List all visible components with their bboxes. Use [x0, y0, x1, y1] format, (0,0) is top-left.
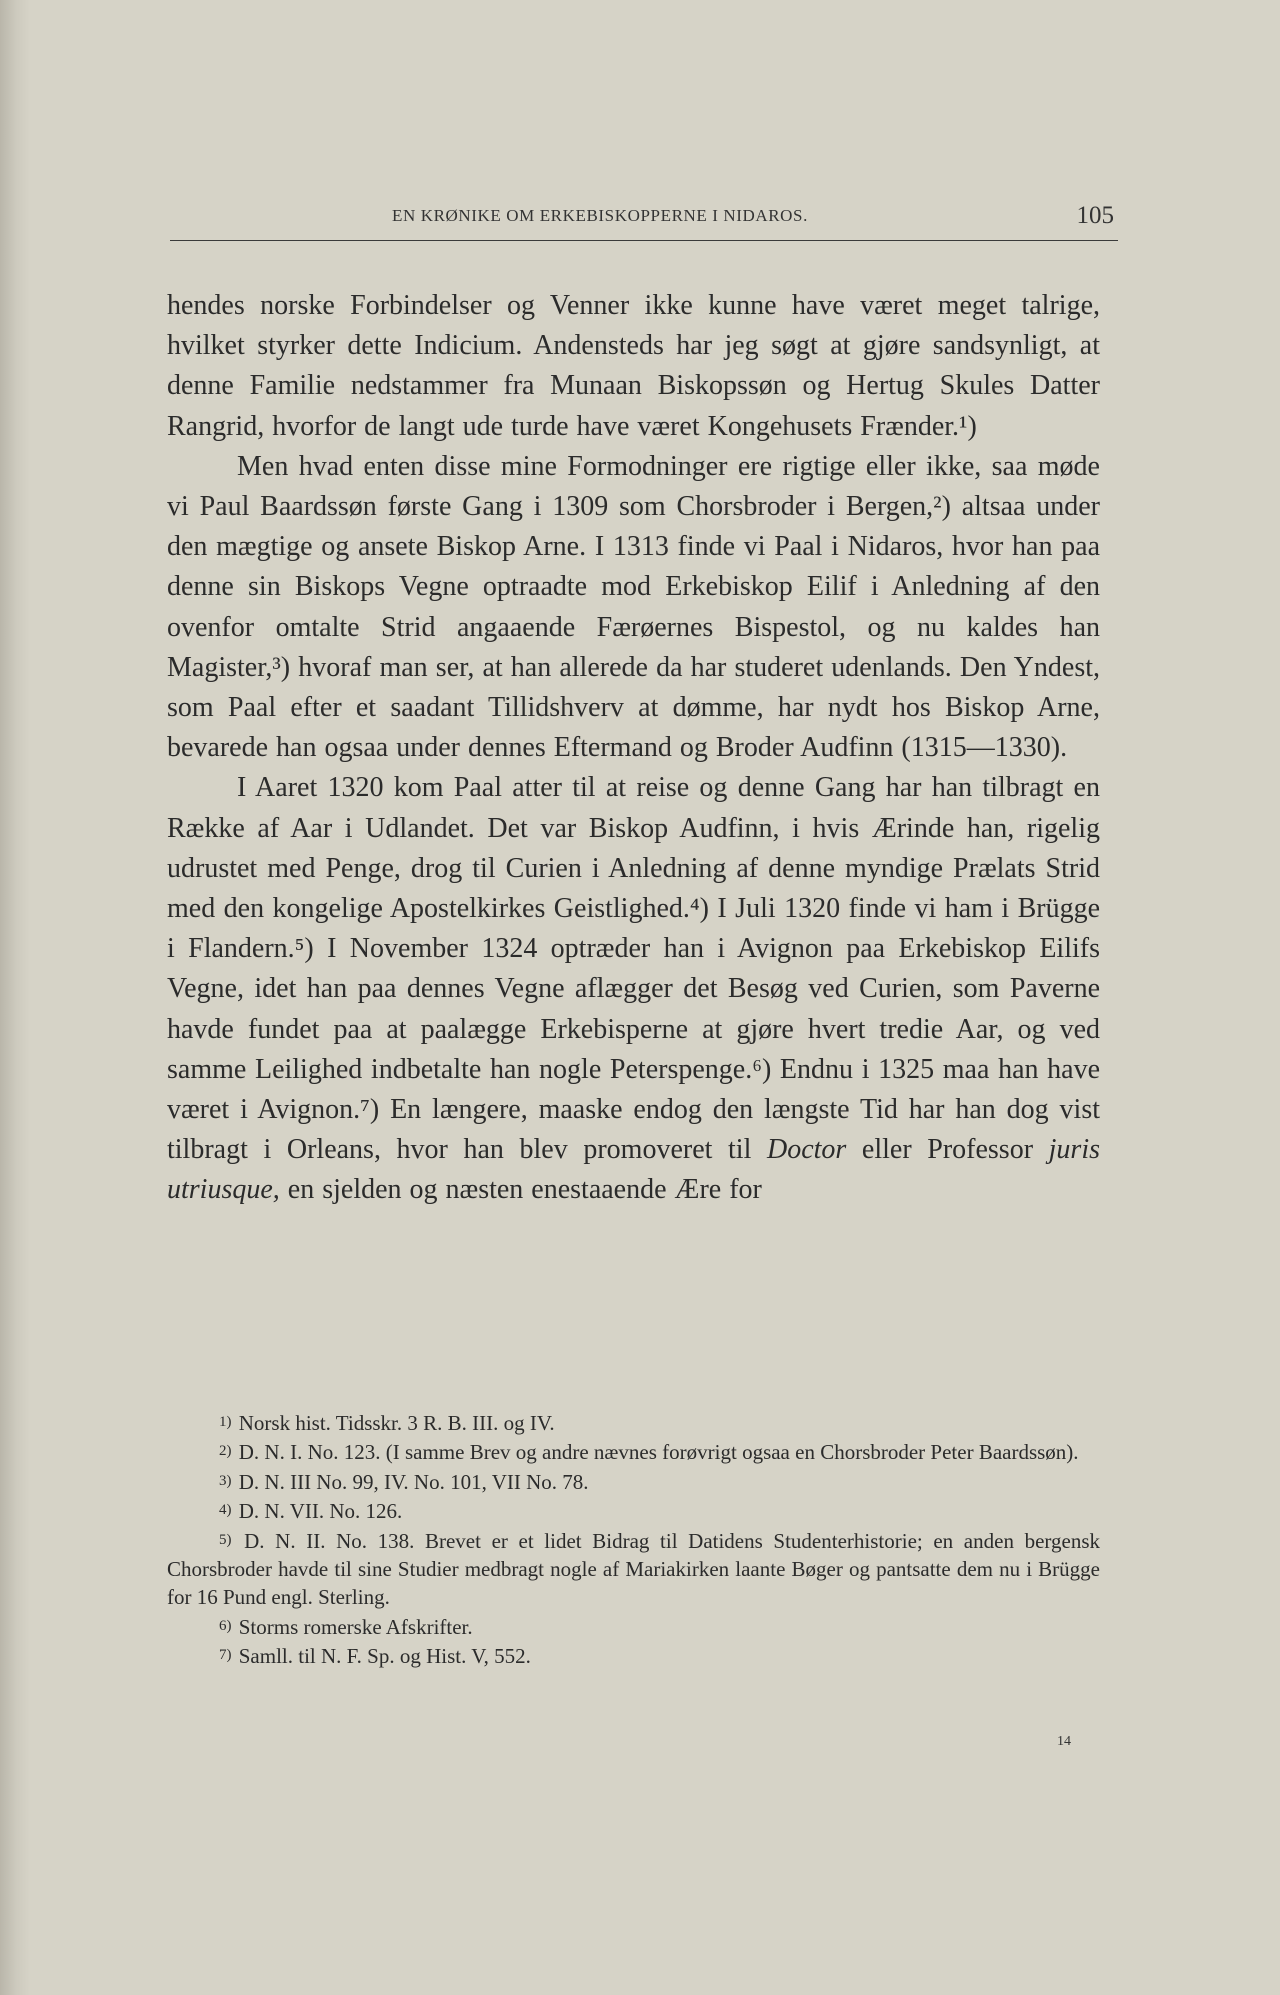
paragraph-3-italic-doctor: Doctor	[766, 1134, 847, 1166]
footnote-text: D. N. I. No. 123. (I samme Brev og andre nævnes forøvrigt ogsaa en Chorsbroder Peter Baardssøn).	[238, 1440, 1079, 1465]
footnote-5	[167, 1526, 1100, 1612]
footnote-text: Samll. til N. F. Sp. og Hist. V, 552.	[238, 1644, 531, 1669]
footnote-2	[167, 1437, 1100, 1466]
page-number: 105	[1076, 202, 1114, 229]
footnote-mark: 7)	[219, 1647, 232, 1664]
footnote-mark: 4)	[219, 1502, 232, 1519]
footnote-4	[167, 1496, 1100, 1525]
paragraph-3-text: I Aaret 1320 kom Paal atter til at reise og denne Gang har han tilbragt en Række af Aar i Udlandet. Det var Biskop Audfinn, i hvis Ærinde han, rigelig udrustet med Penge, drog til Curien i Anledning af denne myndige Prælats Strid med den kongelige Apostelkirkes Geistlighed.⁴) I Juli 1320 finde vi ham i Brügge i Flandern.⁵) I November 1324 optræder han i Avignon paa Erkebiskop Eilifs Vegne, idet han paa dennes Vegne aflægger det Besøg ved Curien, som Paverne havde fundet paa at paalægge Erkebisperne at gjøre hvert tredie Aar, og ved samme Leilighed indbetalte han nogle Peterspenge.⁶) Endnu i 1325 maa han have været i Avignon.⁷) En længere, maaske endog den længste Tid har han dog vist tilbragt i Orleans, hvor han blev promoveret til	[167, 772, 1100, 1166]
footnote-mark: 5)	[219, 1531, 232, 1548]
footnote-mark: 1)	[219, 1414, 232, 1430]
footnote-mark: 2)	[219, 1443, 232, 1460]
paragraph-3-italic-juris: juris utriusque,	[167, 1134, 1100, 1206]
page-spine-shadow	[0, 0, 30, 1995]
paragraph-3	[167, 768, 1100, 1210]
signature-mark: 14	[1057, 1734, 1071, 1749]
footnote-7	[167, 1641, 1100, 1670]
paragraph-3-mid: eller Professor	[861, 1134, 1034, 1166]
footnote-3	[167, 1467, 1100, 1496]
footnote-text: Storms romerske Afskrifter.	[238, 1614, 473, 1639]
paragraph-3-end: en sjelden og næsten enestaaende Ære for	[287, 1174, 762, 1206]
footnote-1	[167, 1408, 1100, 1437]
paragraph-2: Men hvad enten disse mine Formodninger ere rigtige eller ikke, saa møde vi Paul Baardssøn første Gang i 1309 som Chorsbroder i Bergen,²) altsaa under den mægtige og ansete Biskop Arne. I 1313 finde vi Paal i Nidaros, hvor han paa denne sin Biskops Vegne optraadte mod Erkebiskop Eilif i Anledning af den ovenfor omtalte Strid angaaende Færøernes Bispestol, og nu kaldes han Magister,³) hvoraf man ser, at han allerede da har studeret udenlands. Den Yndest, som Paal efter et saadant Tillidshverv at dømme, har nydt hos Biskop Arne, bevarede han ogsaa under dennes Eftermand og Broder Audfinn (1315—1330).	[167, 450, 1100, 764]
footnote-text: D. N. III No. 99, IV. No. 101, VII No. 78.	[238, 1469, 589, 1494]
footnote-mark: 6)	[219, 1617, 232, 1634]
footnote-6	[167, 1612, 1100, 1641]
paragraph-1: hendes norske Forbindelser og Venner ikke kunne have været meget talrige, hvilket styrker dette Indicium. Andensteds har jeg søgt at gjøre sandsynligt, at denne Familie nedstammer fra Munaan Biskopssøn og Hertug Skules Datter Rangrid, hvorfor de langt ude turde have været Kongehusets Frænder.¹)	[167, 290, 1100, 442]
footnote-mark: 3)	[219, 1472, 232, 1489]
footnote-text: Norsk hist. Tidsskr. 3 R. B. III. og IV.	[238, 1411, 555, 1435]
running-title: EN KRØNIKE OM ERKEBISKOPPERNE I NIDAROS.	[392, 206, 808, 225]
footnote-text: D. N. II. No. 138. Brevet er et lidet Bidrag til Datidens Studenterhistorie; en anden bergensk Chorsbroder havde til sine Studier medbragt nogle af Mariakirken laante Bøger og pantsatte dem nu i Brügge for 16 Pund engl. Sterling.	[167, 1528, 1100, 1610]
running-header	[170, 198, 1118, 241]
footnotes	[167, 1408, 1100, 1671]
body-text	[167, 286, 1100, 1211]
footnote-text: D. N. VII. No. 126.	[238, 1499, 403, 1524]
